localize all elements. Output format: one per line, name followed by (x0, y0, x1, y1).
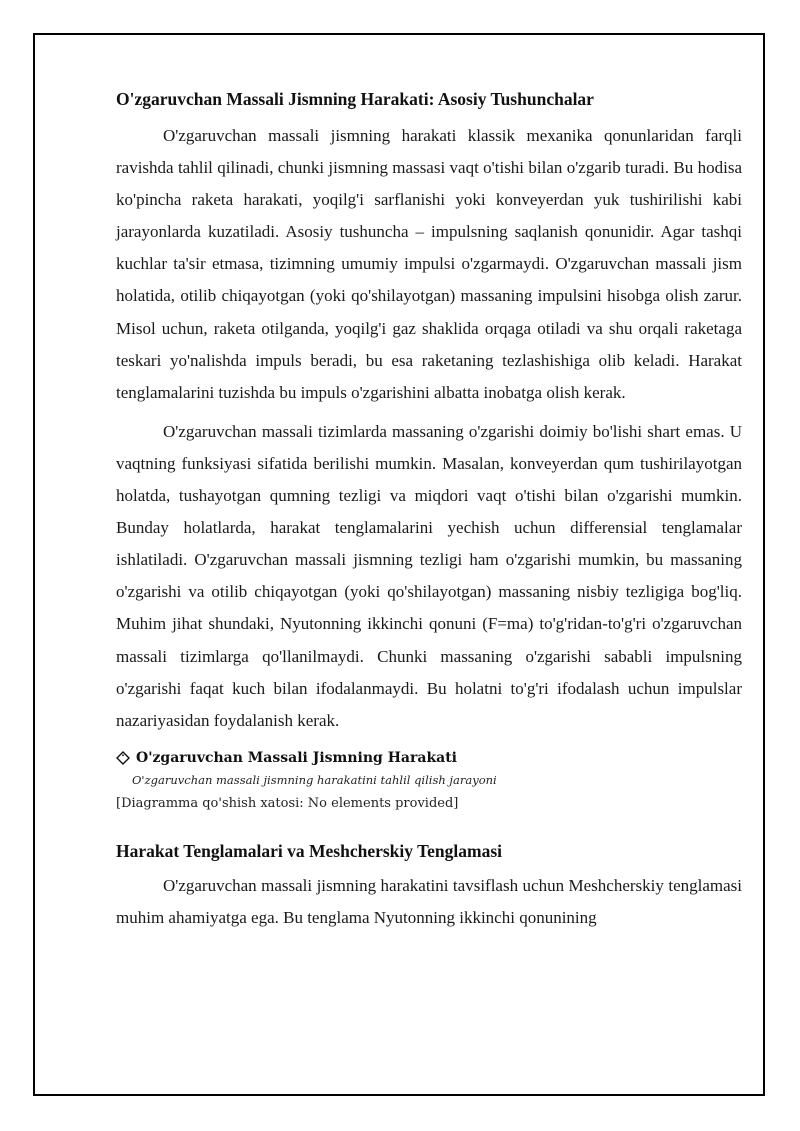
diagram-error-message: [Diagramma qo'shish xatosi: No elements provided] (116, 795, 459, 811)
diagram-block (116, 747, 742, 815)
paragraph-1: O'zgaruvchan massali jismning harakati klassik mexanika qonunlaridan farqli ravishda tahlil qilinadi, chunki jismning massasi vaqt o'tishi bilan o'zgarib turadi. Bu hodisa ko'pincha raketa harakati, yoqilg'i sarflanishi yoki konveyerdan yuk tushirilishi kabi jarayonlarda kuzatiladi. Asosiy tushuncha – impulsning saqlanish qonunidir. Agar tashqi kuchlar ta'sir etmasa, tizimning umumiy impulsi o'zgarmaydi. O'zgaruvchan massali jism holatida, otilib chiqayotgan (yoki qo'shilayotgan) massaning impulsini hisobga olish zarur. Misol uchun, raketa otilganda, yoqilg'i gaz shaklida orqaga otiladi va shu orqali raketaga teskari yo'nalishda impuls beradi, bu esa raketaning tezlashishiga olib keladi. Harakat tenglamalarini tuzishda bu impuls o'zgarishini albatta inobatga olish kerak. (116, 126, 742, 402)
tag-icon (116, 751, 130, 765)
section-heading-equations: Harakat Tenglamalari va Meshcherskiy Tenglamasi (116, 840, 502, 861)
diagram-title: O'zgaruvchan Massali Jismning Harakati (136, 749, 458, 766)
document-body (116, 86, 742, 934)
diagram-subtitle: O'zgaruvchan massali jismning harakatini tahlil qilish jarayoni (132, 772, 497, 787)
paragraph-2: O'zgaruvchan massali tizimlarda massaning o'zgarishi doimiy bo'lishi shart emas. U vaqtning funksiyasi sifatida berilishi mumkin. Masalan, konveyerdan qum tushirilayotgan holatda, tushayotgan qumning tezligi va miqdori vaqt o'tishi bilan o'zgarishi mumkin. Bunday holatlarda, harakat tenglamalarini yechish uchun differensial tenglamalar ishlatiladi. O'zgaruvchan massali jismning tezligi ham o'zgarishi mumkin, bu massaning o'zgarishi va otilib chiqayotgan (yoki qo'shilayotgan) massaning nisbiy tezligiga bog'liq. Muhim jihat shundaki, Nyutonning ikkinchi qonuni (F=ma) to'g'ridan-to'g'ri o'zgaruvchan massali tizimlarga qo'llanilmaydi. Chunki massaning o'zgarishi sababli impulsning o'zgarishi faqat kuch bilan ifodalanmaydi. Bu holatni to'g'ri ifodalash uchun impulslar nazariyasidan foydalanish kerak. (116, 421, 742, 730)
section-heading-basic-concepts: O'zgaruvchan Massali Jismning Harakati: Asosiy Tushunchalar (116, 89, 594, 109)
paragraph-3: O'zgaruvchan massali jismning harakatini tavsiflash uchun Meshcherskiy tenglamasi muhim ahamiyatga ega. Bu tenglama Nyutonning ikkinchi qonunining (116, 875, 742, 927)
diagram-title-row (116, 747, 742, 769)
